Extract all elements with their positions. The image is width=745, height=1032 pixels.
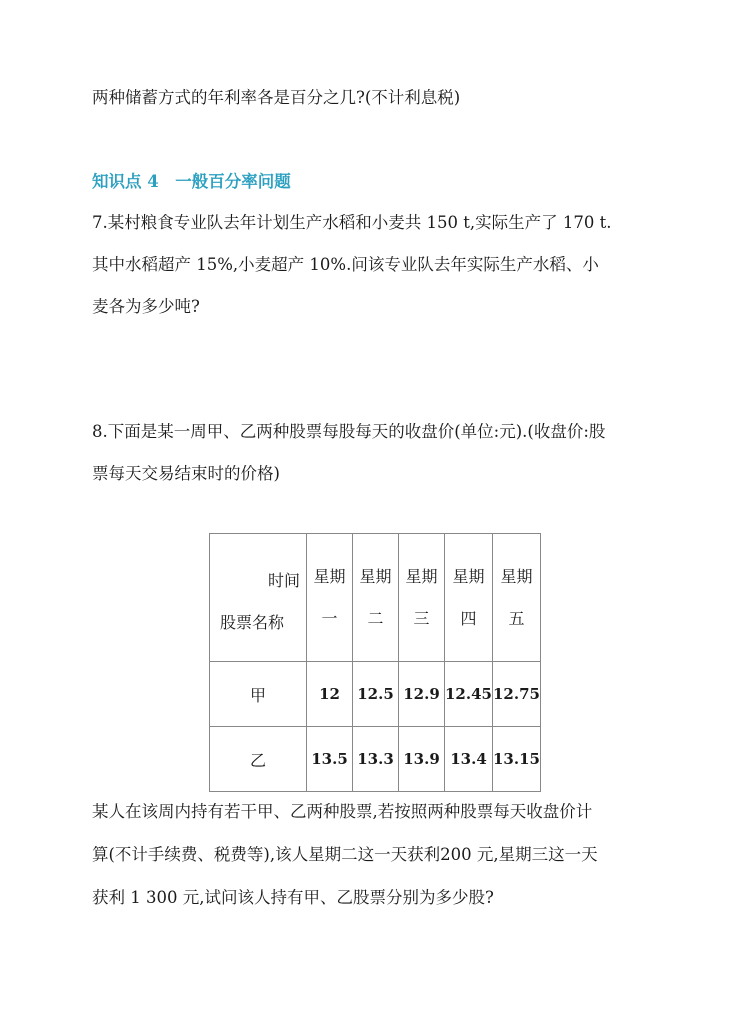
section-heading: 知识点 4 一般百分率问题 <box>92 172 291 191</box>
question-8-line-5: 获利 1 300 元,试问该人持有甲、乙股票分别为多少股? <box>92 888 494 907</box>
table-header-row <box>210 534 541 662</box>
question-7-line-2: 其中水稻超产 15%,小麦超产 10%.问该专业队去年实际生产水稻、小 <box>92 255 599 274</box>
header-day-1: 星期 一 <box>307 534 353 662</box>
question-7-line-1: 7.某村粮食专业队去年计划生产水稻和小麦共 150 t,实际生产了 170 t. <box>92 213 612 232</box>
table-cell: 13.3 <box>353 727 399 792</box>
header-day-5: 星期 五 <box>492 534 540 662</box>
header-day-3: 星期 三 <box>399 534 445 662</box>
stock-price-table <box>209 533 541 792</box>
table-cell: 12.5 <box>353 662 399 727</box>
header-day-2: 星期 二 <box>353 534 399 662</box>
table-row <box>210 662 541 727</box>
question-8-line-4: 算(不计手续费、税费等),该人星期二这一天获利200 元,星期三这一天 <box>92 845 598 864</box>
table-cell: 13.4 <box>445 727 493 792</box>
table-cell: 13.9 <box>399 727 445 792</box>
question-8-line-2: 票每天交易结束时的价格) <box>92 464 280 483</box>
table-cell: 13.15 <box>492 727 540 792</box>
corner-label-time: 时间 <box>267 571 300 590</box>
table-cell: 12.9 <box>399 662 445 727</box>
table-cell: 12 <box>307 662 353 727</box>
row-stock-name: 甲 <box>210 662 307 727</box>
question-8-line-1: 8.下面是某一周甲、乙两种股票每股每天的收盘价(单位:元).(收盘价:股 <box>92 422 606 441</box>
table-row <box>210 727 541 792</box>
table-cell: 13.5 <box>307 727 353 792</box>
question-7-line-3: 麦各为多少吨? <box>92 297 200 316</box>
table-cell: 12.75 <box>492 662 540 727</box>
question-8-line-3: 某人在该周内持有若干甲、乙两种股票,若按照两种股票每天收盘价计 <box>92 802 593 821</box>
table-cell: 12.45 <box>445 662 493 727</box>
corner-label-stock-name: 股票名称 <box>220 613 285 632</box>
row-stock-name: 乙 <box>210 727 307 792</box>
table-corner-cell <box>210 534 307 662</box>
header-day-4: 星期 四 <box>445 534 493 662</box>
text-line-intro: 两种储蓄方式的年利率各是百分之几?(不计利息税) <box>92 88 461 107</box>
